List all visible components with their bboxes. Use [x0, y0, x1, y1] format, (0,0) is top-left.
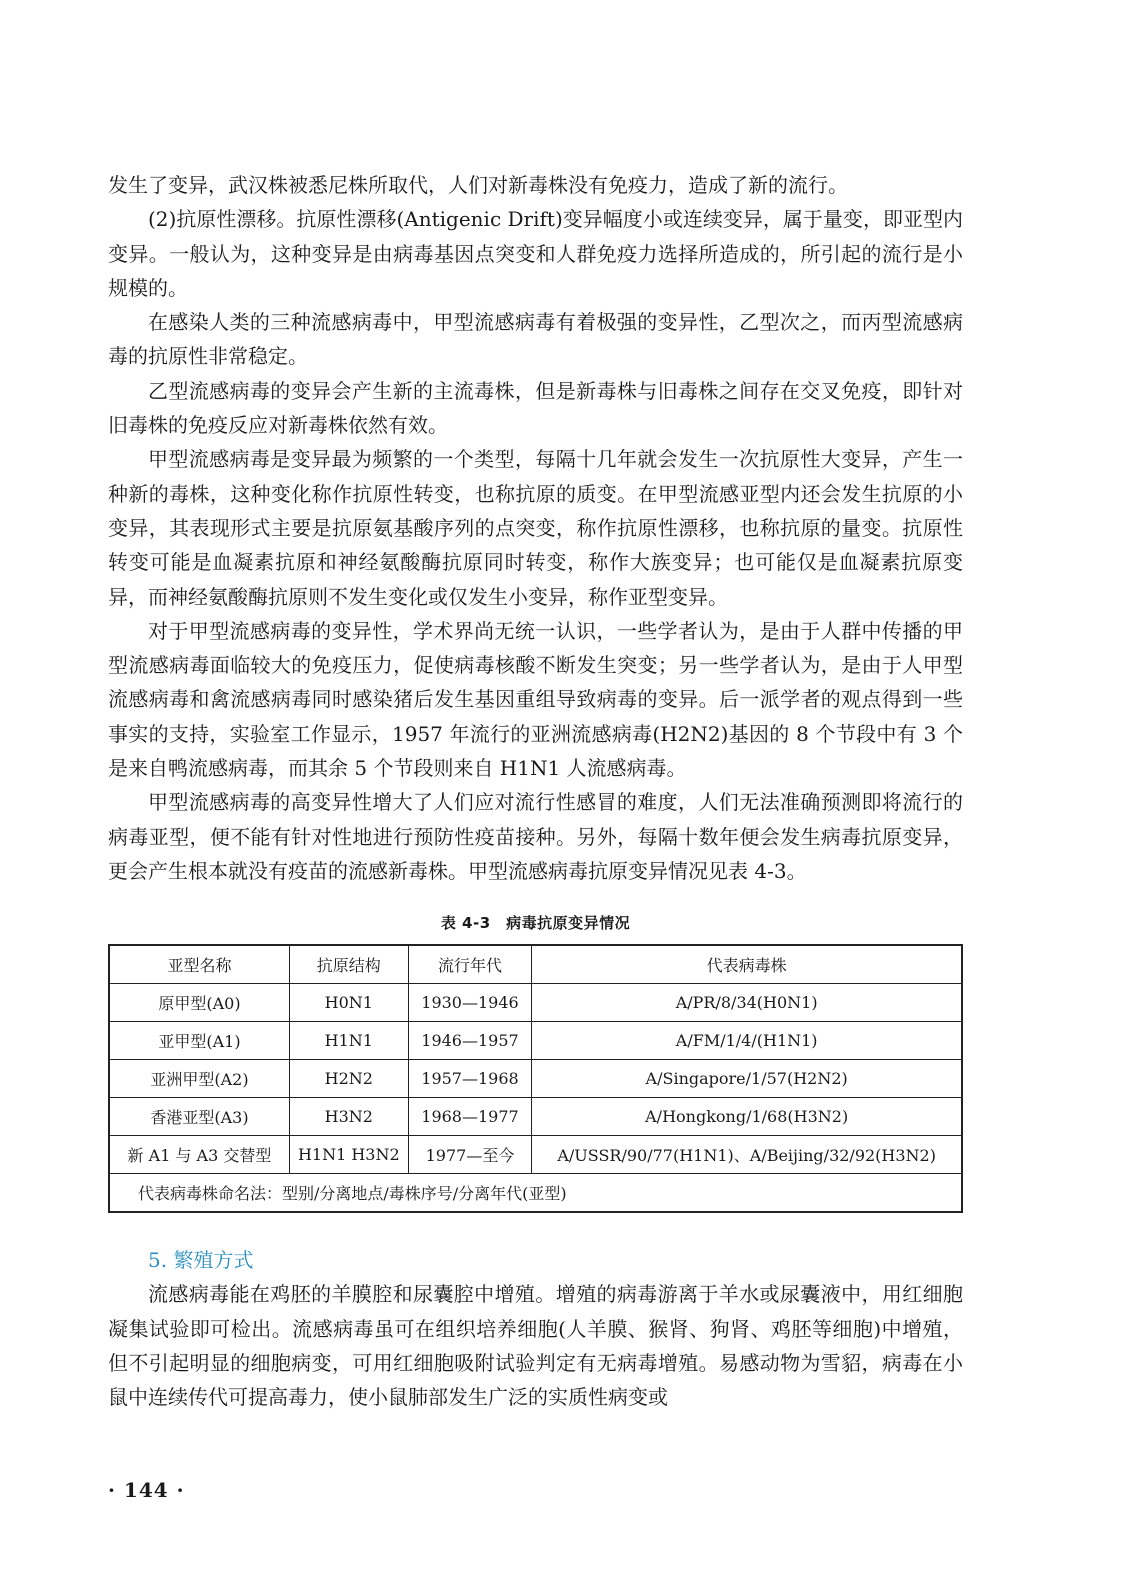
paragraph: 流感病毒能在鸡胚的羊膜腔和尿囊腔中增殖。增殖的病毒游离于羊水或尿囊液中，用红细胞凝集试验即可检出。流感病毒虽可在组织培养细胞(人羊膜、猴肾、狗肾、鸡胚等细胞)中增殖，但不引起明显的细胞病变，可用红细胞吸附试验判定有无病毒增殖。易感动物为雪貂，病毒在小鼠中连续传代可提高毒力，使小鼠肺部发生广泛的实质性病变或: [108, 1282, 963, 1410]
header-cell: 流行年代: [408, 945, 532, 984]
paragraph: 甲型流感病毒是变异最为频繁的一个类型，每隔十几年就会发生一次抗原性大变异，产生一种新的毒株，这种变化称作抗原性转变，也称抗原的质变。在甲型流感亚型内还会发生抗原的小变异，其表现形式主要是抗原氨基酸序列的点突变，称作抗原性漂移，也称抗原的量变。抗原性转变可能是血凝素抗原和神经氨酸酶抗原同时转变，称作大族变异；也可能仅是血凝素抗原变异，而神经氨酸酶抗原则不发生变化或仅发生小变异，称作亚型变异。: [108, 447, 963, 609]
table-cell: H3N2: [289, 1098, 408, 1136]
table-cell: 1977—至今: [408, 1136, 532, 1174]
table-cell: 1968—1977: [408, 1098, 532, 1136]
table-cell: A/USSR/90/77(H1N1)、A/Beijing/32/92(H3N2): [532, 1136, 962, 1174]
table-cell: A/PR/8/34(H0N1): [532, 984, 962, 1022]
table-cell: 亚甲型(A1): [109, 1022, 289, 1060]
table-row: [109, 1022, 962, 1060]
paragraph: (2)抗原性漂移。抗原性漂移(Antigenic Drift)变异幅度小或连续变异，属于量变，即亚型内变异。一般认为，这种变异是由病毒基因点突变和人群免疫力选择所造成的，所引起的流行是小规模的。: [108, 207, 963, 300]
table-cell: H0N1: [289, 984, 408, 1022]
virus-antigen-table: [108, 944, 963, 1213]
table-row: [109, 1098, 962, 1136]
section-heading: 5. 繁殖方式: [148, 1248, 254, 1273]
page-content: [108, 168, 963, 1414]
table-note: 代表病毒株命名法：型别/分离地点/毒株序号/分离年代(亚型): [109, 1174, 962, 1213]
table-row: [109, 1060, 962, 1098]
header-cell: 亚型名称: [109, 945, 289, 984]
table-header-row: [109, 945, 962, 984]
table-row: [109, 1136, 962, 1174]
table-cell: 1930—1946: [408, 984, 532, 1022]
table-cell: 香港亚型(A3): [109, 1098, 289, 1136]
table-cell: 新 A1 与 A3 交替型: [109, 1136, 289, 1174]
paragraph: 在感染人类的三种流感病毒中，甲型流感病毒有着极强的变异性，乙型次之，而丙型流感病毒的抗原性非常稳定。: [108, 310, 963, 369]
header-cell: 抗原结构: [289, 945, 408, 984]
table-cell: A/Singapore/1/57(H2N2): [532, 1060, 962, 1098]
table-cell: H1N1: [289, 1022, 408, 1060]
table-caption: 表 4-3 病毒抗原变异情况: [440, 914, 631, 933]
table-cell: A/FM/1/4/(H1N1): [532, 1022, 962, 1060]
table-cell: 1957—1968: [408, 1060, 532, 1098]
table-cell: H2N2: [289, 1060, 408, 1098]
paragraph: 对于甲型流感病毒的变异性，学术界尚无统一认识，一些学者认为，是由于人群中传播的甲型流感病毒面临较大的免疫压力，促使病毒核酸不断发生突变；另一些学者认为，是由于人甲型流感病毒和禽流感病毒同时感染猪后发生基因重组导致病毒的变异。后一派学者的观点得到一些事实的支持，实验室工作显示，1957 年流行的亚洲流感病毒(H2N2)基因的 8 个节段中有 3 个是来自鸭流感病毒，而其余 5 个节段则来自 H1N1 人流感病毒。: [108, 618, 963, 781]
table-note-row: [109, 1174, 962, 1213]
page-number: · 144 ·: [108, 1478, 185, 1502]
table-row: [109, 984, 962, 1022]
table-cell: 原甲型(A0): [109, 984, 289, 1022]
header-cell: 代表病毒株: [532, 945, 962, 984]
paragraph: 发生了变异，武汉株被悉尼株所取代，人们对新毒株没有免疫力，造成了新的流行。: [108, 173, 848, 197]
paragraph: 甲型流感病毒的高变异性增大了人们应对流行性感冒的难度，人们无法准确预测即将流行的病毒亚型，便不能有针对性地进行预防性疫苗接种。另外，每隔十数年便会发生病毒抗原变异，更会产生根本就没有疫苗的流感新毒株。甲型流感病毒抗原变异情况见表 4-3。: [108, 790, 963, 883]
table-cell: 亚洲甲型(A2): [109, 1060, 289, 1098]
table-cell: 1946—1957: [408, 1022, 532, 1060]
table-cell: H1N1 H3N2: [289, 1136, 408, 1174]
table-cell: A/Hongkong/1/68(H3N2): [532, 1098, 962, 1136]
paragraph: 乙型流感病毒的变异会产生新的主流毒株，但是新毒株与旧毒株之间存在交叉免疫，即针对旧毒株的免疫反应对新毒株依然有效。: [108, 378, 963, 438]
